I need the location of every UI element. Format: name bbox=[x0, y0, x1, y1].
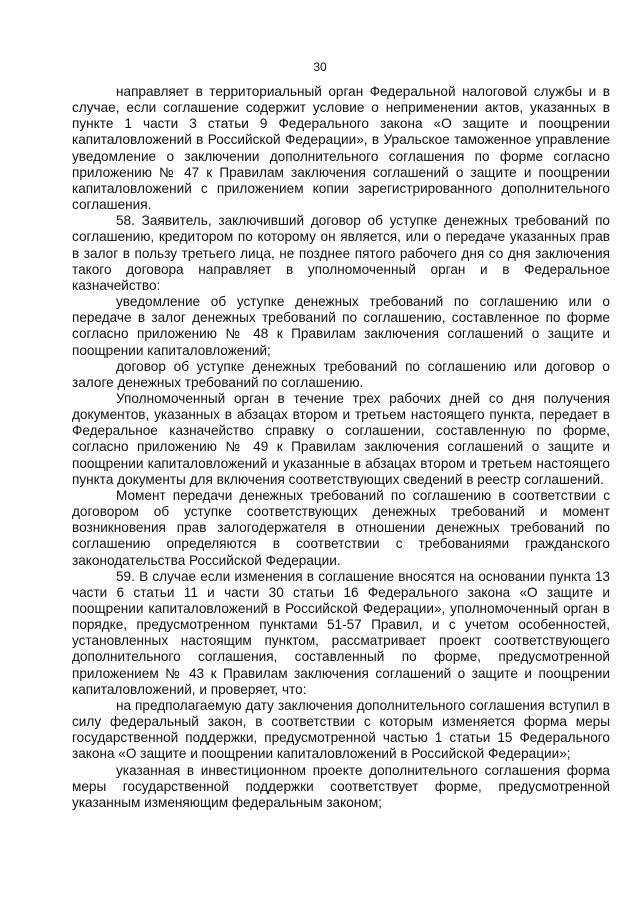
paragraph: направляет в территориальный орган Федеральной налоговой службы и в случае, если соглашение содержит условие о неприменении актов, указанных в пункте 1 части 3 статьи 9 Федерального закона «О защите и поощрении капиталовложений в Российской Федерации», в Уральское таможенное управление уведомление о заключении дополнительного соглашения по форме согласно приложению № 47 к Правилам заключения соглашений о защите и поощрении капиталовложений с приложением копии зарегистрированного дополнительного соглашения. bbox=[72, 84, 610, 213]
paragraph: договор об уступке денежных требований по соглашению или договор о залоге денежных требований по соглашению. bbox=[72, 358, 610, 390]
paragraph: указанная в инвестиционном проекте дополнительного соглашения форма меры государственной поддержки соответствует форме, предусмотренной указанным изменяющим федеральным законом; bbox=[72, 762, 610, 810]
paragraph: Момент передачи денежных требований по соглашению в соответствии с договором об уступке соответствующих денежных требований и момент возникновения прав залогодержателя в отношении денежных требований по соглашению определяются в соответствии с требованиями гражданского законодательства Российской Федерации. bbox=[72, 487, 610, 568]
page-number: 30 bbox=[313, 60, 327, 74]
paragraph: уведомление об уступке денежных требований по соглашению или о передаче в залог денежных требований по соглашению, составленное по форме согласно приложению № 48 к Правилам заключения соглашений о защите и поощрении капиталовложений; bbox=[72, 294, 610, 358]
document-body bbox=[72, 84, 610, 811]
paragraph: 58. Заявитель, заключивший договор об уступке денежных требований по соглашению, кредитором по которому он является, или о передаче указанных прав в залог в пользу третьего лица, не позднее пятого рабочего дня со дня заключения такого договора направляет в уполномоченный орган и в Федеральное казначейство: bbox=[72, 213, 610, 293]
paragraph: 59. В случае если изменения в соглашение вносятся на основании пункта 13 части 6 статьи 11 и части 30 статьи 16 Федерального закона «О защите и поощрении капиталовложений в Российской Федерации», уполномоченный орган в порядке, предусмотренном пунктами 51-57 Правил, и с учетом особенностей, установленных настоящим пунктом, рассматривает проект соответствующего дополнительного соглашения, составленный по форме, предусмотренной приложением № 43 к Правилам заключения соглашений о защите и поощрении капиталовложений, и проверяет, что: bbox=[72, 568, 610, 697]
paragraph: Уполномоченный орган в течение трех рабочих дней со дня получения документов, указанных в абзацах втором и третьем настоящего пункта, передает в Федеральное казначейство справку о соглашении, составленную по форме, согласно приложению № 49 к Правилам заключения соглашений о защите и поощрении капиталовложений и указанные в абзацах втором и третьем настоящего пункта документы для включения соответствующих сведений в реестр соглашений. bbox=[72, 390, 610, 487]
paragraph: на предполагаемую дату заключения дополнительного соглашения вступил в силу федеральный закон, в соответствии с которым изменяется форма меры государственной поддержки, предусмотренной частью 1 статьи 15 Федерального закона «О защите и поощрении капиталовложений в Российской Федерации»; bbox=[72, 697, 610, 762]
